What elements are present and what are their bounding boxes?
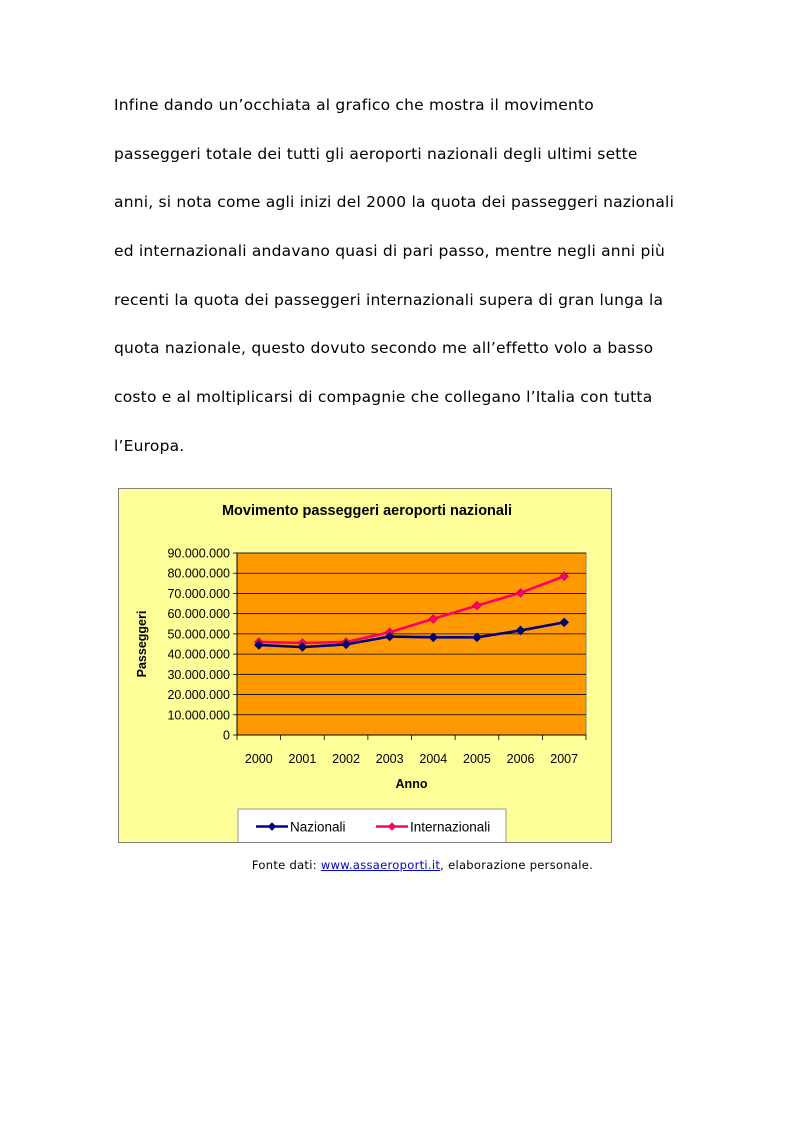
- paragraph-line: quota nazionale, questo dovuto secondo me all’effetto volo a basso: [114, 339, 654, 358]
- paragraph-line: l’Europa.: [114, 436, 185, 455]
- x-tick-label: 2004: [419, 752, 448, 766]
- y-tick-label: 50.000.000: [167, 627, 230, 642]
- body-paragraph: [114, 90, 694, 480]
- legend-label: Internazionali: [410, 819, 491, 835]
- y-tick-label: 30.000.000: [167, 667, 230, 682]
- x-tick-label: 2002: [332, 752, 360, 766]
- paragraph-line: anni, si nota come agli inizi del 2000 la quota dei passeggeri nazionali: [114, 193, 675, 212]
- paragraph-line: ed internazionali andavano quasi di pari passo, mentre negli anni più: [114, 242, 666, 261]
- plot-area: [237, 553, 586, 735]
- caption-prefix: Fonte dati:: [251, 858, 321, 872]
- x-tick-label: 2006: [506, 752, 535, 766]
- chart-title: Movimento passeggeri aeroporti nazionali: [221, 503, 513, 519]
- chart-container: [118, 488, 612, 843]
- paragraph-line: recenti la quota dei passeggeri internazionali supera di gran lunga la: [114, 290, 664, 309]
- x-tick-label: 2003: [375, 752, 404, 766]
- paragraph-line: costo e al moltiplicarsi di compagnie che collegano l’Italia con tutta: [114, 388, 653, 407]
- y-tick-label: 40.000.000: [167, 647, 230, 662]
- x-axis-title: Anno: [395, 777, 428, 791]
- x-tick-label: 2007: [550, 752, 579, 766]
- y-tick-label: 10.000.000: [167, 708, 230, 723]
- source-link[interactable]: www.assaeroporti.it: [320, 858, 441, 872]
- y-tick-label: 0: [223, 728, 230, 743]
- source-caption: [0, 858, 793, 872]
- y-tick-label: 70.000.000: [167, 586, 230, 601]
- x-tick-label: 2005: [463, 752, 491, 766]
- paragraph-line: passeggeri totale dei tutti gli aeroporti nazionali degli ultimi sette: [114, 144, 638, 163]
- y-axis-title: Passeggeri: [135, 610, 149, 678]
- y-tick-label: 20.000.000: [167, 688, 230, 703]
- y-tick-label: 80.000.000: [167, 566, 230, 581]
- x-tick-label: 2001: [288, 752, 317, 766]
- y-tick-label: 60.000.000: [167, 607, 230, 622]
- y-tick-label: 90.000.000: [167, 546, 230, 561]
- paragraph-line: Infine dando un’occhiata al grafico che mostra il movimento: [114, 96, 594, 114]
- line-chart: [119, 489, 611, 842]
- x-tick-label: 2000: [244, 752, 273, 766]
- caption-suffix: , elaborazione personale.: [440, 858, 594, 872]
- legend-label: Nazionali: [290, 819, 346, 835]
